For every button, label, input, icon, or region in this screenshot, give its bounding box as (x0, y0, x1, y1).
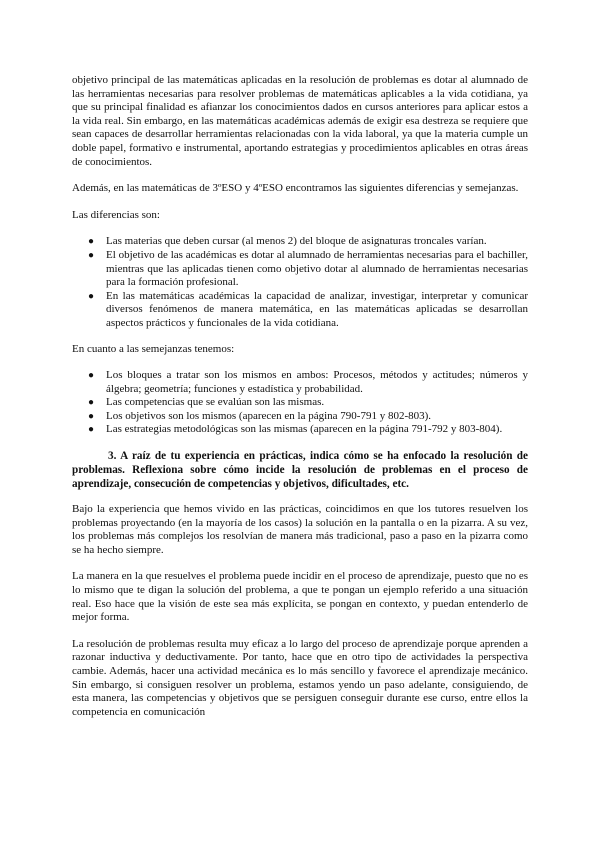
bullet-icon: ● (88, 249, 95, 261)
list-item: ● Los bloques a tratar son los mismos en ambos: Procesos, métodos y actitudes; números y álgebra; geometría; funciones y estadística y probabilidad. (88, 369, 528, 395)
list-item: ● Las estrategias metodológicas son las mismas (aparecen en la página 791-792 y 803-804). (88, 423, 503, 436)
differences-intro: Las diferencias son: (72, 208, 160, 221)
bullet-icon: ● (88, 236, 95, 248)
list-item: ● Las competencias que se evalúan son las mismas. (88, 396, 325, 409)
bullet-icon: ● (88, 410, 95, 422)
bullet-icon: ● (88, 370, 95, 382)
list-item: ● Las materias que deben cursar (al menos 2) del bloque de asignaturas troncales varían. (88, 235, 487, 248)
bullet-icon: ● (88, 424, 95, 436)
body-paragraph: La manera en la que resuelves el problema puede incidir en el proceso de aprendizaje, puesto que no es lo mismo que te digan la solución del problema, a que te pongan un ejemplo referido a una situación real. Eso hace que la visión de este sea más explícita, se pongan en contexto, y puedan entenderlo de mejor forma. (72, 570, 528, 624)
similarities-list (72, 369, 528, 437)
page-content (72, 74, 528, 732)
list-item: ● Los objetivos son los mismos (aparecen en la página 790-791 y 802-803). (88, 409, 432, 422)
list-item: ● En las matemáticas académicas la capacidad de analizar, investigar, interpretar y comunicar diversos fenómenos de manera matemática, en las matemáticas aplicadas se desarrollan aspectos prácticos y funcionales de la vida cotidiana. (88, 289, 528, 329)
list-item: ● El objetivo de las académicas es dotar al alumnado de herramientas necesarias para el bachiller, mientras que las aplicadas tienen como objetivo dotar al alumnado de herramientas necesarias para la formación profesional. (88, 248, 528, 289)
body-paragraph: Bajo la experiencia que hemos vivido en las prácticas, coincidimos en que los tutores resuelven los problemas proyectando (en la mayoría de los casos) la solución en la pantalla o en la pizarra. A su vez, los problemas más complejos los resolvían de manera más tradicional, paso a paso en la pizarra como se ha hecho siempre. (72, 503, 528, 556)
differences-list (72, 235, 528, 330)
similarities-intro: En cuanto a las semejanzas tenemos: (72, 342, 235, 355)
body-paragraph: La resolución de problemas resulta muy eficaz a lo largo del proceso de aprendizaje porque aprenden a razonar inductiva y deductivamente. Por tanto, hace que en otro tipo de actividades la perspectiva cambie. Además, hacer una actividad mecánica es lo más sencillo y favorece el aprendizaje mecánico. Sin embargo, si consiguen resolver un problema, estamos yendo un paso adelante, consiguiendo, de esta manera, las competencias y objetivos que se persiguen conseguir durante ese curso, entre ellos la competencia en comunicación (72, 637, 528, 718)
section-heading: 3. A raíz de tu experiencia en prácticas, indica cómo se ha enfocado la resolución de problemas. Reflexiona sobre cómo incide la resolución de problemas en el proceso de aprendizaje, consecución de competencias y objetivos, dificultades, etc. (72, 450, 528, 491)
bullet-icon: ● (88, 290, 95, 302)
bullet-icon: ● (88, 397, 95, 409)
intro-paragraph: Además, en las matemáticas de 3ºESO y 4ºESO encontramos las siguientes diferencias y semejanzas. (72, 182, 519, 195)
intro-paragraph: objetivo principal de las matemáticas aplicadas en la resolución de problemas es dotar al alumnado de las herramientas necesarias para resolver problemas de matemáticas aplicables a la vida cotidiana, ya que su principal finalidad es afianzar los conocimientos dados en cursos anteriores para aplicar estos a la vida real. Sin embargo, en las matemáticas académicas además de exigir esa destreza se requiere que sean capaces de desarrollar herramientas relacionadas con la vida laboral, ya que la materia cumple un doble papel, formativo e instrumental, aportando estrategias y procedimientos aplicables en otras áreas de conocimientos. (72, 74, 528, 168)
